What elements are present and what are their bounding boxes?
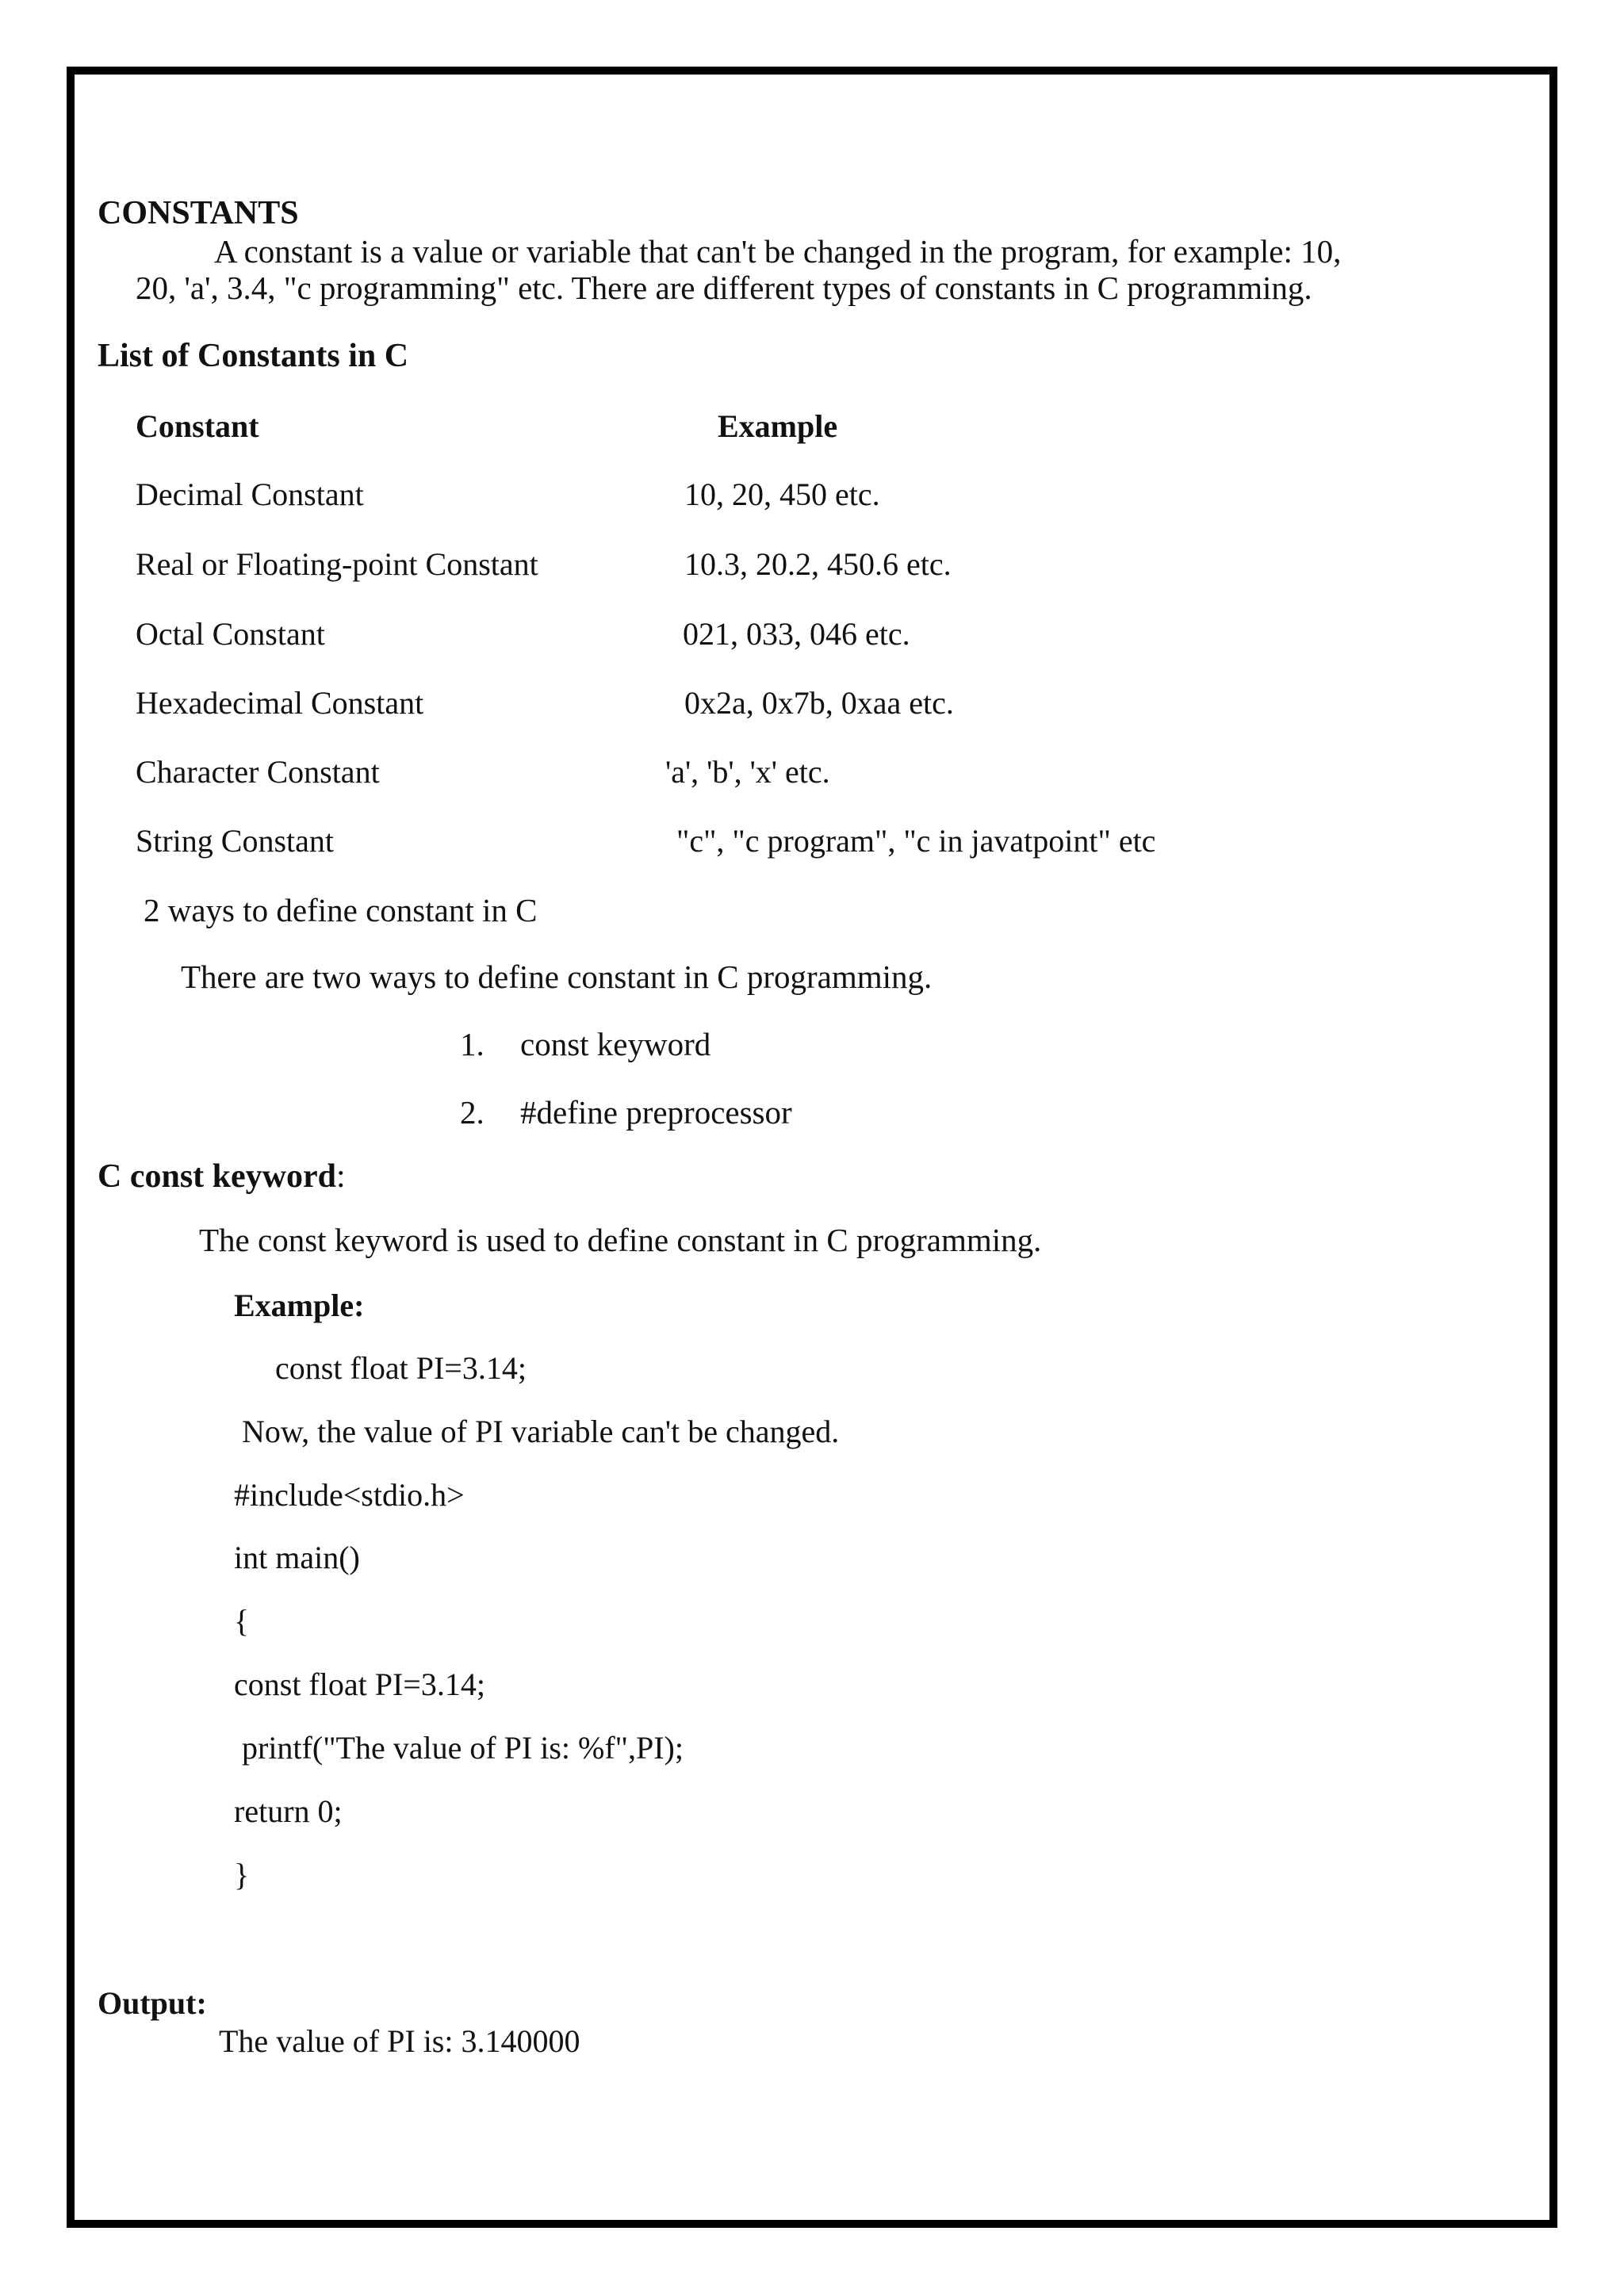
table-cell-example: 'a', 'b', 'x' etc. (665, 754, 830, 790)
page-title: CONSTANTS (98, 195, 299, 232)
const-section-text: The const keyword is used to define constant in C programming. (199, 1222, 1042, 1258)
example-code: const float PI=3.14; (275, 1350, 527, 1386)
list-item-label: #define preprocessor (520, 1094, 792, 1131)
code-line: { (234, 1603, 250, 1639)
table-cell-example: 021, 033, 046 etc. (683, 616, 910, 652)
output-text: The value of PI is: 3.140000 (219, 2023, 580, 2059)
intro-line-1: A constant is a value or variable that can't be changed in the program, for example: 10, (214, 233, 1342, 270)
table-cell-example: "c", "c program", "c in javatpoint" etc (676, 823, 1156, 859)
table-cell-example: 0x2a, 0x7b, 0xaa etc. (684, 685, 954, 721)
table-header-constant: Constant (136, 408, 259, 444)
code-line: printf("The value of PI is: %f",PI); (242, 1730, 684, 1766)
ways-heading: 2 ways to define constant in C (144, 892, 538, 928)
ways-text: There are two ways to define constant in C programming. (181, 959, 933, 995)
example-label: Example: (234, 1288, 365, 1323)
table-cell-constant: Real or Floating-point Constant (136, 546, 538, 582)
list-item-number: 2. (460, 1094, 485, 1131)
list-item-label: const keyword (520, 1026, 711, 1062)
table-cell-constant: Character Constant (136, 754, 380, 790)
const-heading-colon: : (336, 1158, 346, 1195)
table-cell-constant: Octal Constant (136, 616, 325, 652)
page-border (67, 67, 1557, 2228)
code-line: #include<stdio.h> (234, 1477, 465, 1513)
example-note: Now, the value of PI variable can't be changed. (242, 1414, 840, 1449)
list-heading: List of Constants in C (98, 338, 409, 374)
const-section-heading (98, 1160, 346, 1193)
table-cell-example: 10.3, 20.2, 450.6 etc. (684, 546, 952, 582)
intro-line-2: 20, 'a', 3.4, "c programming" etc. There are different types of constants in C programming. (136, 270, 1312, 306)
table-cell-example: 10, 20, 450 etc. (684, 476, 880, 512)
const-heading-text: C const keyword (98, 1158, 336, 1195)
table-cell-constant: Hexadecimal Constant (136, 685, 424, 721)
table-cell-constant: Decimal Constant (136, 476, 364, 512)
list-item-number: 1. (460, 1026, 485, 1062)
table-header-example: Example (718, 408, 838, 444)
code-line: const float PI=3.14; (234, 1667, 485, 1702)
table-cell-constant: String Constant (136, 823, 335, 859)
code-line: } (234, 1857, 250, 1892)
output-label: Output: (98, 1985, 207, 2021)
code-line: return 0; (234, 1793, 343, 1829)
code-line: int main() (234, 1540, 360, 1575)
